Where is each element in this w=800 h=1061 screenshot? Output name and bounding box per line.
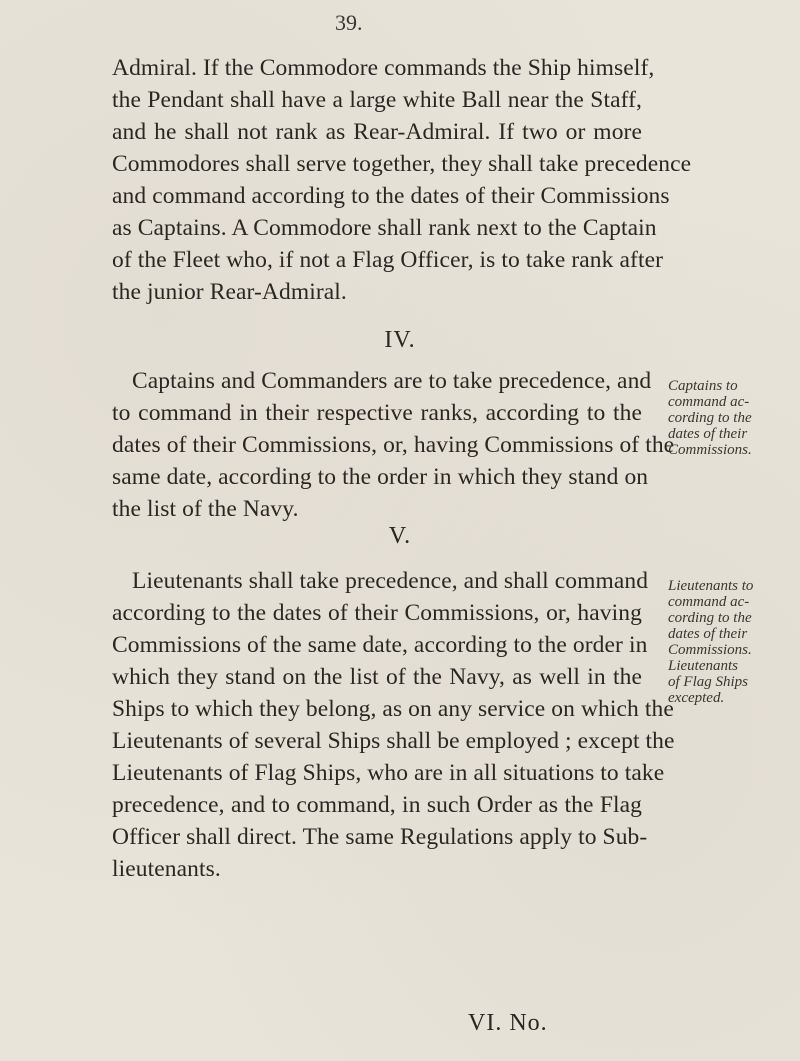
text-line: dates of their Commissions, or, having Commissions of the [112, 432, 675, 458]
margin-note-lieutenants [668, 578, 800, 706]
text-line: and command according to the dates of their Commissions [112, 183, 670, 209]
margin-note-line: Commissions. [668, 442, 752, 458]
text-line: and he shall not rank as Rear-Admiral. If two or more [112, 119, 642, 145]
page-number: 39. [335, 10, 363, 35]
text-line: Commodores shall serve together, they shall take precedence [112, 151, 692, 177]
margin-note-line: Captains to [668, 378, 738, 394]
text-line: lieutenants. [112, 856, 221, 882]
margin-note-line: Lieutenants [668, 658, 738, 674]
text-line: precedence, and to command, in such Order as the Flag [112, 792, 642, 818]
text-line: Ships to which they belong, as on any service on which the [112, 696, 674, 722]
paragraph-commodore [112, 52, 692, 308]
margin-note-line: command ac- [668, 394, 750, 410]
margin-note-line: Lieutenants to [668, 578, 754, 594]
text-line: Commissions of the same date, according to the order in [112, 632, 648, 658]
margin-note-line: dates of their [668, 426, 748, 442]
text-line: the Pendant shall have a large white Ball near the Staff, [112, 87, 642, 113]
text-line: to command in their respective ranks, according to the [112, 400, 642, 426]
text-line: the junior Rear-Admiral. [112, 279, 347, 305]
text-line: Admiral. If the Commodore commands the Ship himself, [112, 55, 655, 81]
text-line: according to the dates of their Commissions, or, having [112, 600, 642, 626]
text-line: which they stand on the list of the Navy, as well in the [112, 664, 642, 690]
text-line: as Captains. A Commodore shall rank next to the Captain [112, 215, 657, 241]
margin-note-line: excepted. [668, 690, 725, 706]
text-line: Lieutenants of several Ships shall be employed ; except the [112, 728, 675, 754]
text-line: Lieutenants of Flag Ships, who are in all situations to take [112, 760, 665, 786]
margin-note-line: of Flag Ships [668, 674, 749, 690]
text-line: Officer shall direct. The same Regulations apply to Sub- [112, 824, 648, 850]
text-line: same date, according to the order in which they stand on [112, 464, 649, 490]
paragraph-captains [112, 365, 675, 525]
catchword: VI. No. [468, 1010, 548, 1036]
section-heading-iv: IV. [384, 327, 416, 353]
section-heading-v: V. [388, 523, 412, 549]
text-line: of the Fleet who, if not a Flag Officer, is to take rank after [112, 247, 664, 273]
text-line: Captains and Commanders are to take precedence, and [132, 368, 652, 394]
margin-note-line: cording to the [668, 410, 752, 426]
text-line: Lieutenants shall take precedence, and shall command [132, 568, 649, 594]
margin-note-captains [668, 378, 800, 458]
margin-note-line: Commissions. [668, 642, 752, 658]
margin-note-line: command ac- [668, 594, 750, 610]
margin-note-line: cording to the [668, 610, 752, 626]
margin-note-line: dates of their [668, 626, 748, 642]
paragraph-lieutenants [112, 565, 675, 885]
text-line: the list of the Navy. [112, 496, 299, 522]
